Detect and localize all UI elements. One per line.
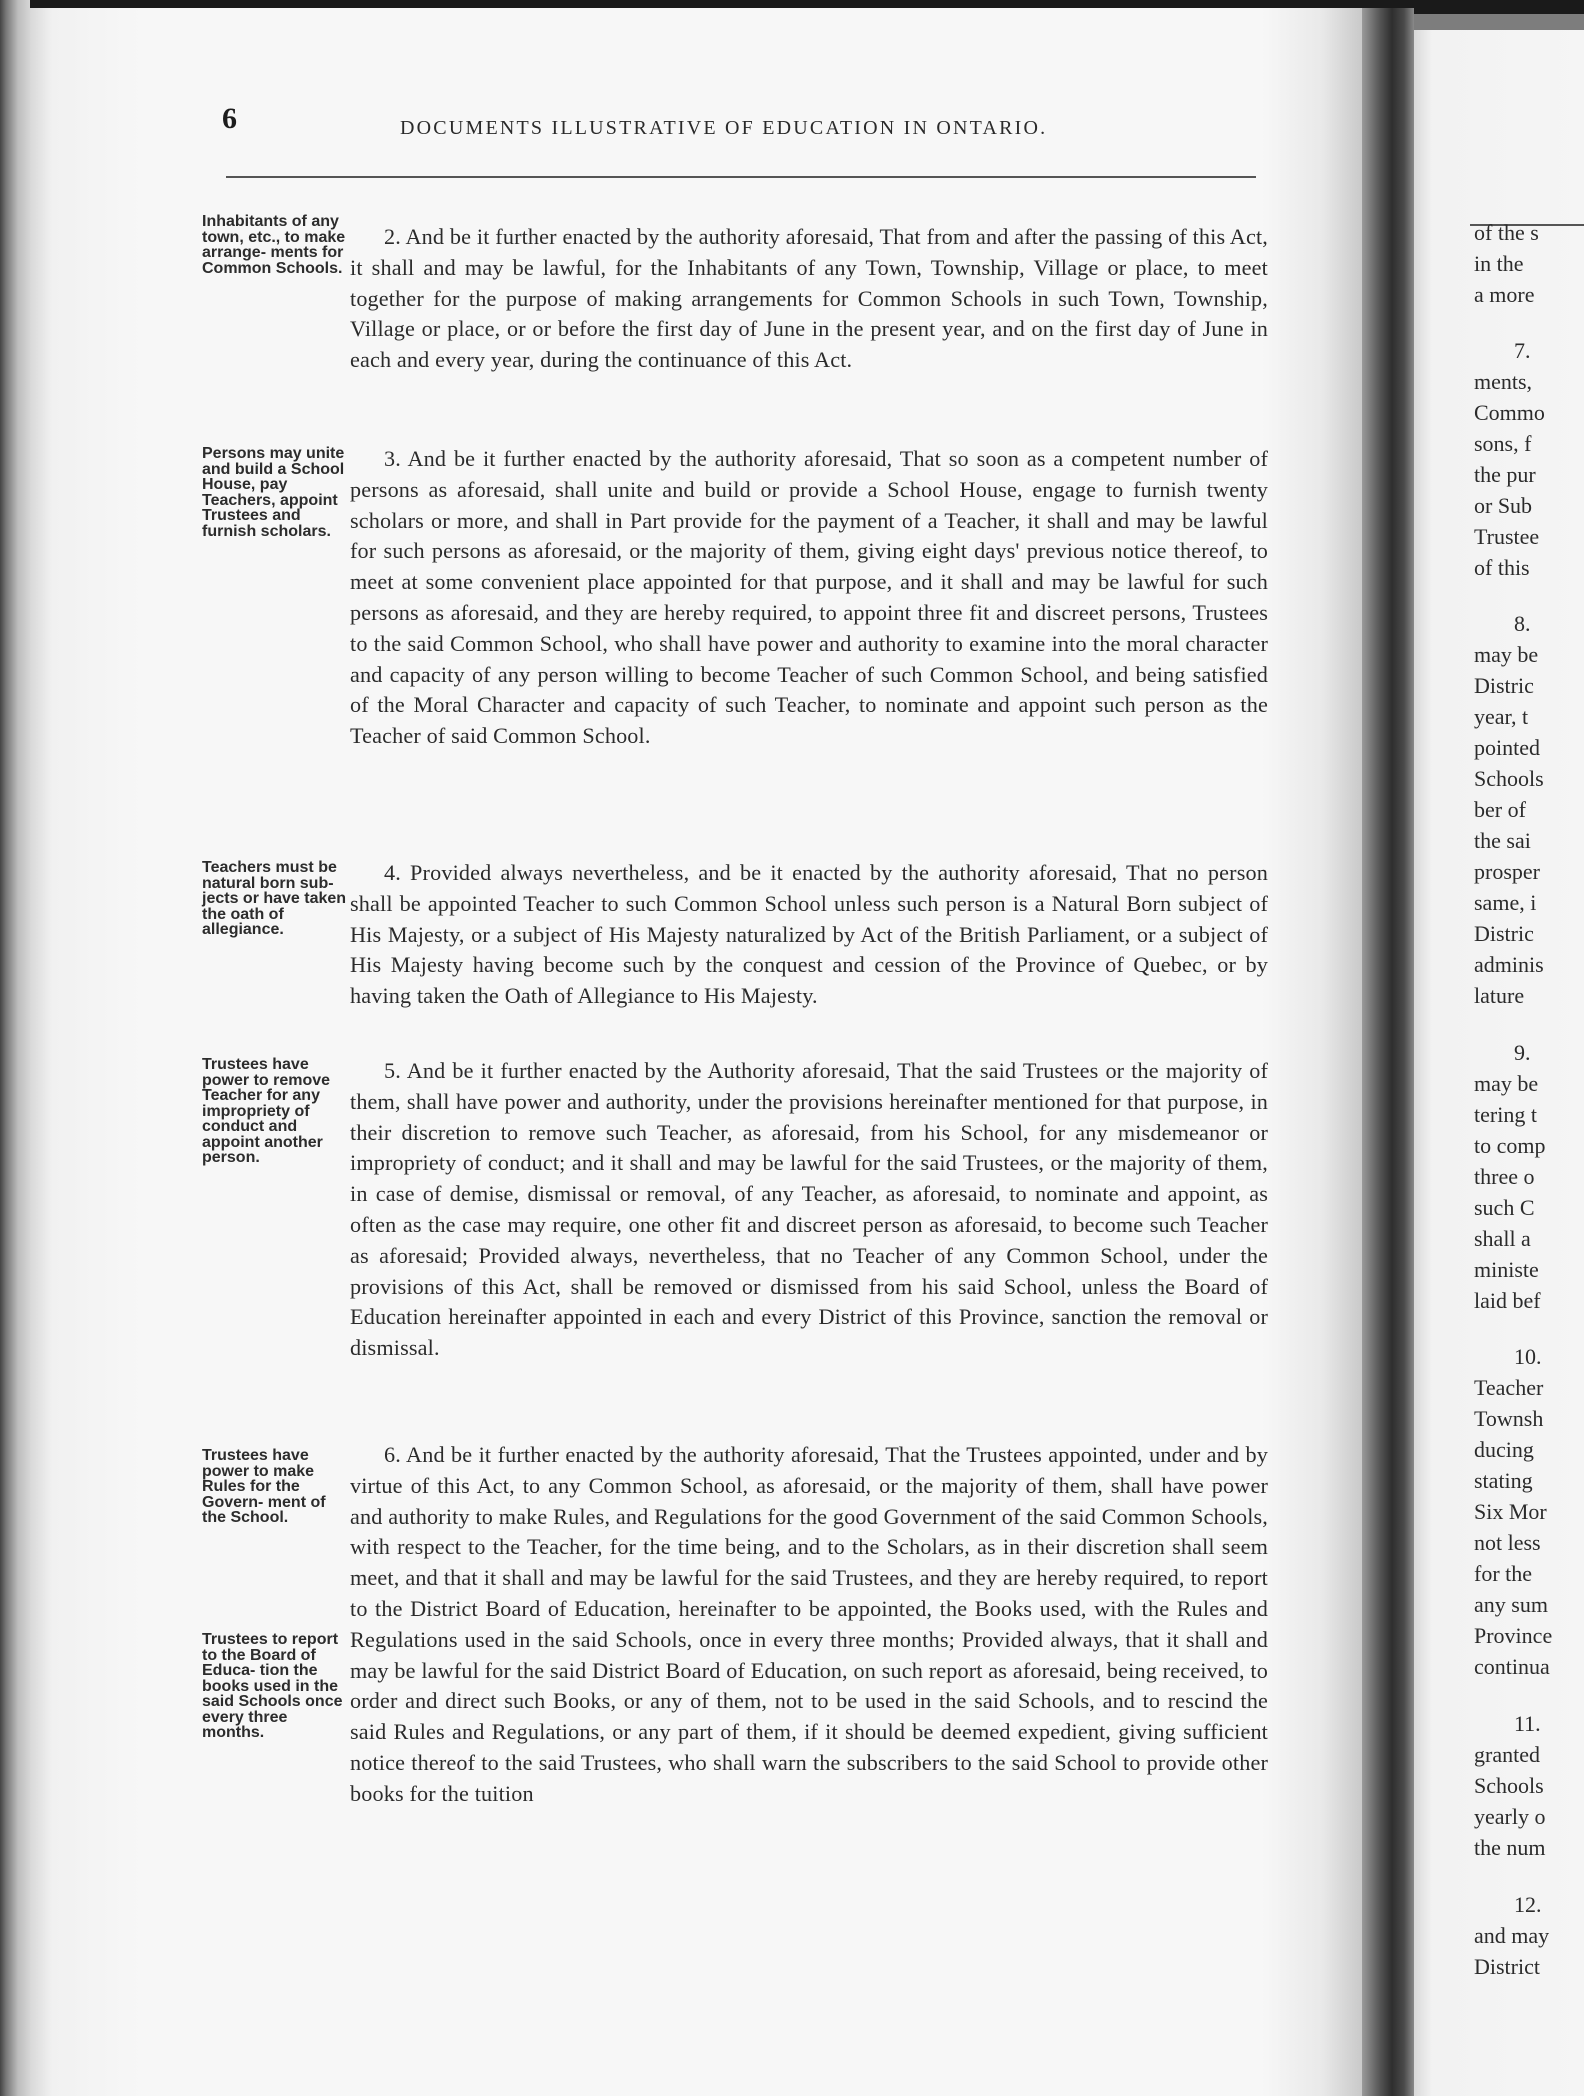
facing-page-line: laid bef [1474, 1288, 1541, 1313]
facing-page-line: 8. [1514, 611, 1531, 636]
margin-note-section-5: Trustees have power to remove Teacher for any impropriety of conduct and appoint another person. [202, 1056, 331, 1166]
facing-page-line: ministe [1474, 1257, 1539, 1282]
facing-page-line: ducing [1474, 1437, 1534, 1462]
facing-page-line: Teacher [1474, 1375, 1544, 1400]
section-3-paragraph: 3. And be it further enacted by the authority aforesaid, That so soon as a competent number of persons as aforesaid, shall unite and build or provide a School House, engage to furnish twenty scholars or more, and shall in Part provide for the payment of a Teacher, it shall and may be lawful for such persons as aforesaid, or the majority of them, giving eight days' previous notice thereof, to meet at some convenient place appointed for that purpose, and it shall and may be lawful for such persons as aforesaid, and they are hereby required, to appoint three fit and discreet persons, Trustees to the said Common School, who shall have power and authority to examine into the moral character and capacity of any person willing to become Teacher of such Common School, and being satisfied of the Moral Character and capacity of such Teacher, to nominate and appoint such person as the Teacher of said Common School. [350, 446, 1268, 749]
facing-page-line: three o [1474, 1164, 1535, 1189]
page-number: 6 [222, 102, 237, 135]
facing-page-line: ments, [1474, 369, 1533, 394]
facing-page-line: year, t [1474, 704, 1529, 729]
section-6-paragraph: 6. And be it further enacted by the authority aforesaid, That the Trustees appointed, under and by virtue of this Act, to any Common School, as aforesaid, or the majority of them, shall have power and authority to make Rules, and Regulations for the good Government of the said Common Schools, with respect to the Teacher, for the time being, and to the Scholars, as in their discretion shall seem meet, and that it shall and may be lawful for the said Trustees, and they are hereby required, to report to the District Board of Education, hereinafter to be appointed, the Books used, with the Rules and Regulations used in the said Schools, once in every three months; Provided always, that it shall and may be lawful for the said District Board of Education, on such report as aforesaid, being received, to order and direct such Books, or any of them, not to be used in the said Schools, and to rescind the said Rules and Regulations, or any part of them, if it should be deemed expedient, giving sufficient notice thereof to the said Trustees, who shall warn the subscribers to the said School to provide other books for the tuition [350, 1442, 1268, 1806]
margin-note-section-3: Persons may unite and build a School House, pay Teachers, appoint Trustees and furnish scholars. [202, 445, 345, 540]
facing-page-line: stating [1474, 1468, 1533, 1493]
facing-page-line: adminis [1474, 952, 1544, 977]
book-gutter [1362, 8, 1414, 2096]
facing-page-line: of the s [1474, 220, 1539, 245]
facing-page-line: Townsh [1474, 1406, 1544, 1431]
facing-page-line: yearly o [1474, 1804, 1546, 1829]
facing-page-line: Distric [1474, 921, 1534, 946]
facing-page-line: 7. [1514, 338, 1531, 363]
facing-page-line: may be [1474, 642, 1539, 667]
section-4-paragraph: 4. Provided always nevertheless, and be it enacted by the authority aforesaid, That no person shall be appointed Teacher to such Common School unless such person is a Natural Born subject of His Majesty, or a subject of His Majesty naturalized by Act of the British Parliament, or a subject of His Majesty having become such by the conquest and cession of the Province of Quebec, or by having taken the Oath of Allegiance to His Majesty. [350, 860, 1268, 1009]
facing-page-line: for the [1474, 1561, 1533, 1586]
header-rule-dash [1170, 176, 1256, 178]
facing-page-line: the num [1474, 1835, 1546, 1860]
margin-note-section-6: Trustees have power to make Rules for the Govern- ment of the School. [202, 1447, 326, 1526]
facing-page-line: to comp [1474, 1133, 1546, 1158]
facing-page-line: 11. [1514, 1711, 1541, 1736]
facing-page-line: granted [1474, 1742, 1540, 1767]
facing-page-line: ber of [1474, 797, 1526, 822]
margin-note-section-4: Teachers must be natural born sub- jects or have taken the oath of allegiance. [202, 859, 347, 938]
facing-page-line: not less [1474, 1530, 1541, 1555]
facing-page-line: Distric [1474, 673, 1534, 698]
section-2-paragraph: 2. And be it further enacted by the authority aforesaid, That from and after the passing of this Act, it shall and may be lawful, for the Inhabitants of any Town, Township, Village or place, to meet together for the purpose of making arrangements for Common Schools in such Town, Township, Village or place, or or before the first day of June in the present year, and on the first day of June in each and every year, during the continuance of this Act. [350, 224, 1268, 373]
facing-page [1414, 30, 1584, 2096]
margin-note-trustees-report: Trustees to report to the Board of Educa- tion the books used in the said Schools once every three months. [202, 1631, 343, 1741]
facing-page-line: Province [1474, 1623, 1553, 1648]
facing-page-line: or Sub [1474, 493, 1533, 518]
facing-page-line: tering t [1474, 1102, 1537, 1127]
facing-page-line: may be [1474, 1071, 1539, 1096]
facing-page-line: prosper [1474, 859, 1540, 884]
facing-page-line: the sai [1474, 828, 1531, 853]
facing-page-line: Schools [1474, 766, 1544, 791]
facing-page-line: District [1474, 1954, 1540, 1979]
facing-page-line: 12. [1514, 1892, 1542, 1917]
facing-page-line: shall a [1474, 1226, 1531, 1251]
running-head: DOCUMENTS ILLUSTRATIVE OF EDUCATION IN ONTARIO. [400, 117, 1048, 139]
header-rule [226, 176, 1256, 178]
facing-page-line: and may [1474, 1923, 1550, 1948]
facing-page-line: continua [1474, 1654, 1550, 1679]
facing-page-line: such C [1474, 1195, 1535, 1220]
book-edge [0, 0, 30, 2096]
facing-page-line: pointed [1474, 735, 1540, 760]
facing-page-line: 9. [1514, 1040, 1531, 1065]
facing-page-line: Schools [1474, 1773, 1544, 1798]
facing-page-line: of this [1474, 555, 1530, 580]
section-5-paragraph: 5. And be it further enacted by the Authority aforesaid, That the said Trustees or the majority of them, shall have power and authority, under the provisions hereinafter mentioned for that purpose, in their discretion to remove such Teacher, as aforesaid, from his School, for any misdemeanor or impropriety of conduct; and it shall and may be lawful for the said Trustees, or the majority of them, in case of demise, dismissal or removal, of any Teacher, as aforesaid, to nominate and appoint, as often as the case may require, one other fit and discreet person as aforesaid, to become such Teacher as aforesaid; Provided always, nevertheless, that no Teacher of any Common School, under the provisions of this Act, shall be removed or dismissed from his said School, unless the Board of Education hereinafter appointed in each and every District of this Province, sanction the removal or dismissal. [350, 1058, 1268, 1361]
margin-note-section-2: Inhabitants of any town, etc., to make arrange- ments for Common Schools. [202, 213, 346, 277]
facing-page-line: Commo [1474, 400, 1545, 425]
facing-page-line: Six Mor [1474, 1499, 1547, 1524]
facing-page-line: a more [1474, 282, 1535, 307]
facing-page-line: any sum [1474, 1592, 1548, 1617]
facing-page-line: the pur [1474, 462, 1536, 487]
facing-page-line: 10. [1514, 1344, 1542, 1369]
facing-page-line: lature [1474, 983, 1525, 1008]
facing-page-line: same, i [1474, 890, 1537, 915]
facing-page-line: sons, f [1474, 431, 1532, 456]
facing-page-line: in the [1474, 251, 1524, 276]
facing-page-line: Trustee [1474, 524, 1540, 549]
